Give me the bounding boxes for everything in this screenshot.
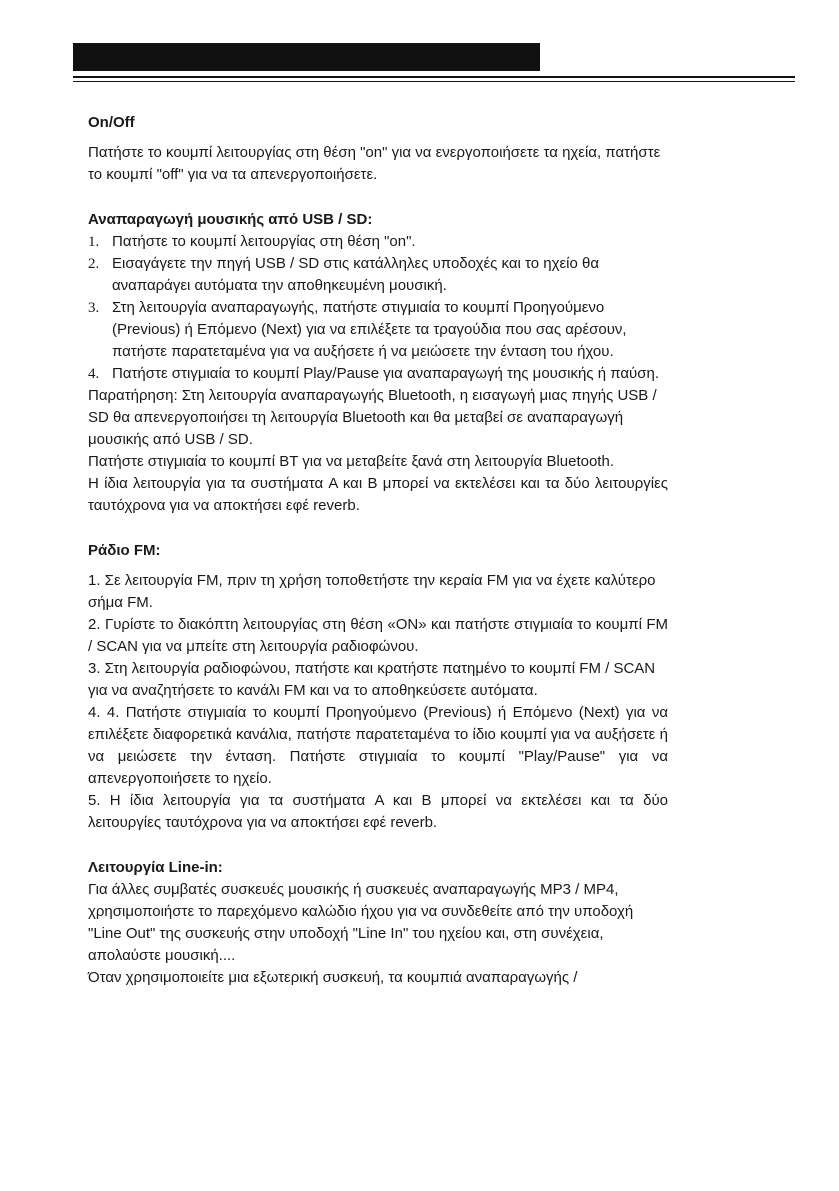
header-rule-thin [73, 81, 795, 82]
usb-item-number: 4. [88, 366, 100, 382]
fm-step-2: 2. Γυρίστε το διακόπτη λειτουργίας στη θέση «ON» και πατήστε στιγμιαία το κουμπί FM / SCAN για να μπείτε στη λειτουργία ραδιοφώνου. [88, 616, 668, 655]
usb-note: Παρατήρηση: Στη λειτουργία αναπαραγωγής Bluetooth, η εισαγωγή μιας πηγής USB / SD θα απενεργοποιήσει τη λειτουργία Bluetooth και θα μεταβεί σε αναπαραγωγή μουσικής από USB / SD. [88, 387, 657, 448]
header-rule-thick [73, 76, 795, 78]
header-bar [73, 43, 540, 71]
linein-text-1: Για άλλες συμβατές συσκευές μουσικής ή συσκευές αναπαραγωγής MP3 / MP4, χρησιμοποιήστε το παρεχόμενο καλώδιο ήχου για να συνδεθείτε από την υποδοχή "Line Out" της συσκευής στην υποδοχή "Line In" του ηχείου και, στη συνέχεια, απολαύστε μουσική.... [88, 881, 634, 964]
fm-step-4: 4. 4. Πατήστε στιγμιαία το κουμπί Προηγούμενο (Previous) ή Επόμενο (Next) για να επιλέξετε διαφορετικά κανάλια, πατήστε παρατεταμένα το ίδιο κουμπί για να αυξήσετε ή να μειώσετε την ένταση. Πατήστε στιγμιαία το κουμπί "Play/Pause" για να απενεργοποιήσετε το ηχείο. [88, 704, 668, 787]
fm-step-1: 1. Σε λειτουργία FM, πριν τη χρήση τοποθετήστε την κεραία FM για να έχετε καλύτερο σήμα FM. [88, 572, 656, 611]
fm-step-3: 3. Στη λειτουργία ραδιοφώνου, πατήστε και κρατήστε πατημένο το κουμπί FM / SCAN για να αναζητήσετε το κανάλι FM και να το αποθηκεύσετε αυτόματα. [88, 660, 656, 699]
usb-item-text: Στη λειτουργία αναπαραγωγής, πατήστε στιγμιαία το κουμπί Προηγούμενο (Previous) ή Επόμενο (Next) για να επιλέξετε τα τραγούδια που σας αρέσουν, πατήστε παρατεταμένα για να αυξήσετε ή να μειώσετε την ένταση του ήχου. [112, 299, 627, 360]
usb-item-text: Εισαγάγετε την πηγή USB / SD στις κατάλληλες υποδοχές και το ηχείο θα αναπαράγει αυτόματα την αποθηκευμένη μουσική. [112, 255, 600, 294]
onoff-text: Πατήστε το κουμπί λειτουργίας στη θέση "on" για να ενεργοποιήσετε τα ηχεία, πατήστε το κουμπί "off" για να τα απενεργοποιήσετε. [88, 144, 661, 183]
usb-reverb-text: Η ίδια λειτουργία για τα συστήματα A και B μπορεί να εκτελέσει και τα δύο λειτουργίες ταυτόχρονα για να αποκτήσει εφέ reverb. [88, 475, 668, 514]
usb-item-text: Πατήστε στιγμιαία το κουμπί Play/Pause για αναπαραγωγή της μουσικής ή παύση. [112, 365, 659, 382]
usb-list-item [88, 253, 668, 297]
page-content [88, 112, 668, 989]
fm-heading: Ράδιο FM: [88, 542, 161, 559]
linein-text-2: Όταν χρησιμοποιείτε μια εξωτερική συσκευή, τα κουμπιά αναπαραγωγής / [88, 969, 578, 986]
usb-item-number: 2. [88, 256, 100, 272]
linein-heading: Λειτουργία Line-in: [88, 859, 223, 876]
usb-item-number: 3. [88, 300, 100, 316]
usb-heading: Αναπαραγωγή μουσικής από USB / SD: [88, 211, 373, 228]
usb-list-item [88, 363, 668, 385]
usb-list-item [88, 231, 668, 253]
usb-list-item [88, 297, 668, 363]
usb-bt-text: Πατήστε στιγμιαία το κουμπί BT για να μεταβείτε ξανά στη λειτουργία Bluetooth. [88, 453, 614, 470]
onoff-heading: On/Off [88, 114, 135, 131]
usb-item-text: Πατήστε το κουμπί λειτουργίας στη θέση "on". [112, 233, 416, 250]
usb-item-number: 1. [88, 234, 100, 250]
fm-step-5: 5. Η ίδια λειτουργία για τα συστήματα A και B μπορεί να εκτελέσει και τα δύο λειτουργίες ταυτόχρονα για να αποκτήσει εφέ reverb. [88, 792, 668, 831]
